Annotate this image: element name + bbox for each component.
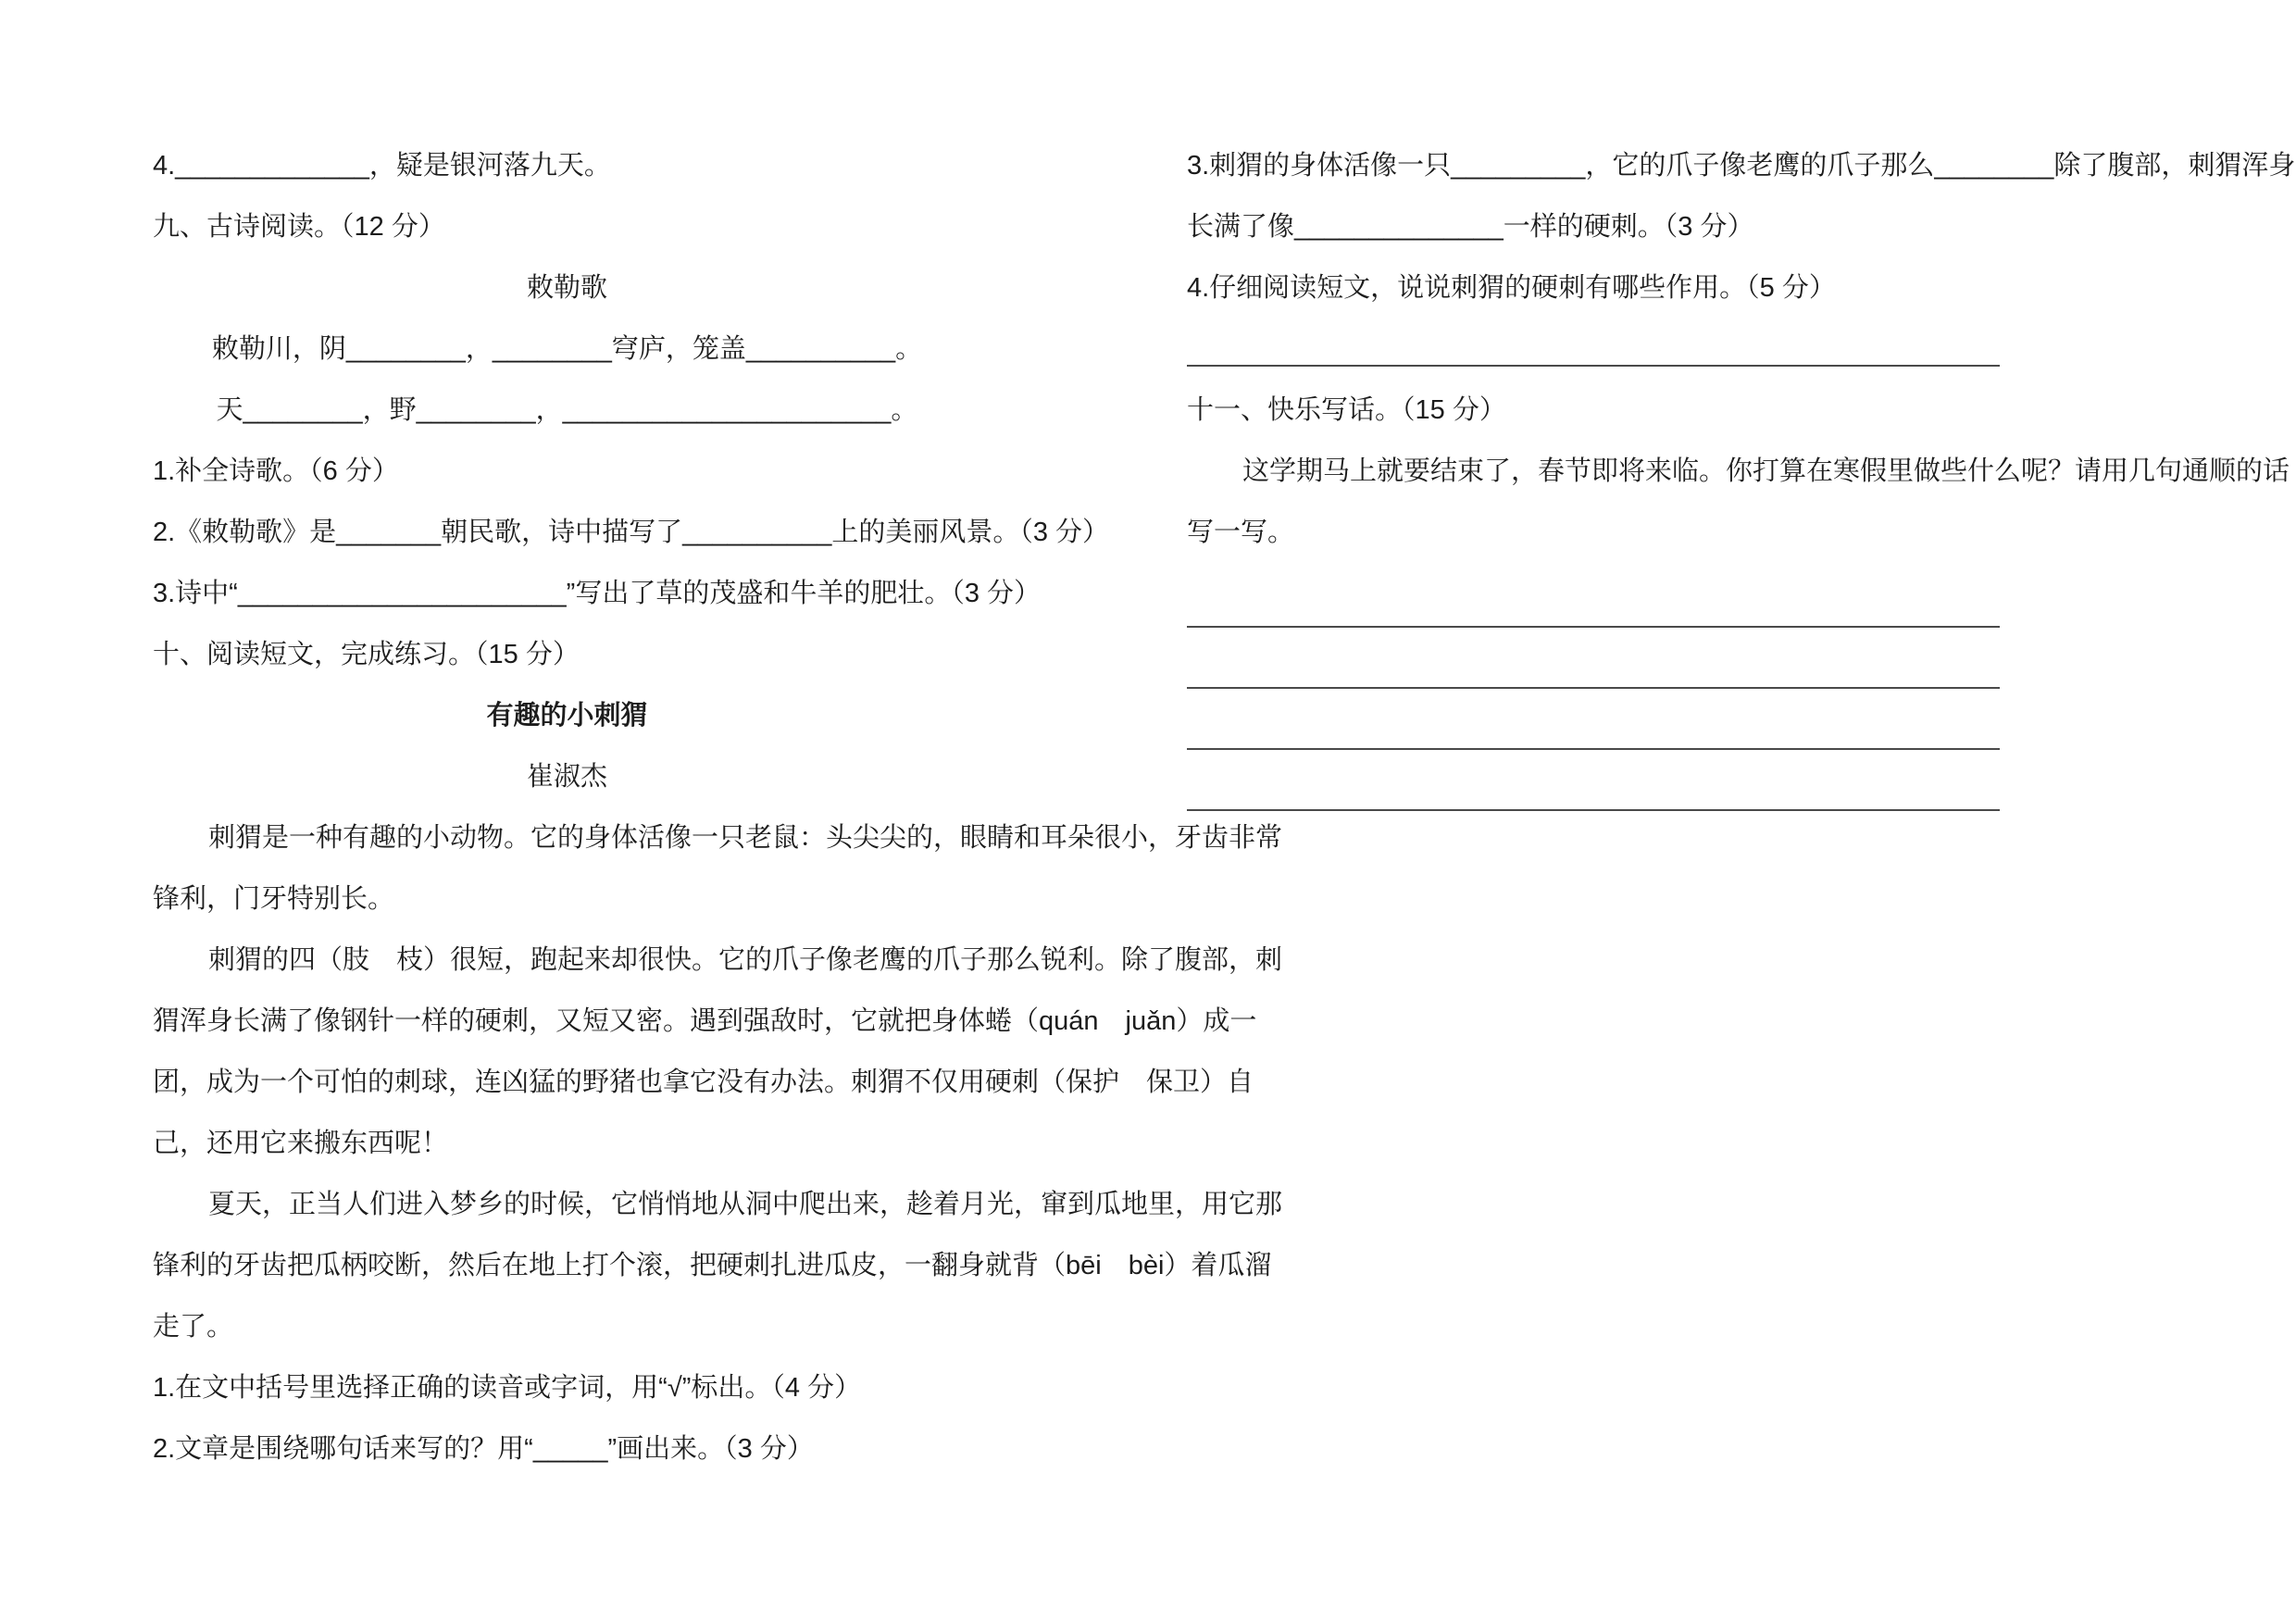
question-9-2: 2.《敕勒歌》是_______朝民歌，诗中描写了__________上的美丽风景。（3 分） [153,518,1110,547]
poem-line-1: 敕勒川，阴________，________穹庐，笼盖__________。 [211,334,923,364]
section-11-heading: 十一、快乐写话。（15 分） [1187,395,1506,425]
question-9-1: 1.补全诗歌。（6 分） [153,456,399,486]
prompt-line1: 这学期马上就要结束了，春节即将来临。你打算在寒假里做些什么呢？请用几句通顺的话 [1242,456,2290,486]
poem-title: 敕勒歌 [526,273,607,303]
question-10-1: 1.在文中括号里选择正确的读音或字词，用“√”标出。（4 分） [153,1373,862,1403]
answer-rule [1187,318,2000,380]
question-10-2: 2.文章是围绕哪句话来写的？用“_____”画出来。（3 分） [153,1434,814,1464]
essay-p1-line1: 刺猬是一种有趣的小动物。它的身体活像一只老鼠：头尖尖的，眼睛和耳朵很小，牙齿非常 [208,823,1283,853]
essay-title: 有趣的小刺猬 [486,701,648,730]
writing-rule-4 [1187,763,2000,824]
essay-p2-line1: 刺猬的四（肢 枝）很短，跑起来却很快。它的爪子像老鹰的爪子那么锐利。除了腹部，刺 [208,945,1283,975]
right-column [1187,135,2296,824]
question-10-3-line1: 3.刺猬的身体活像一只_________，它的爪子像老鹰的爪子那么________除了腹部，刺猬浑身 [1187,151,2296,181]
rule-bar [1187,687,2000,689]
rule-bar [1187,626,2000,628]
poem-line-2: 天________，野________，______________________。 [216,395,918,425]
writing-rule-1 [1187,580,2000,641]
section-9-heading: 九、古诗阅读。（12 分） [153,212,445,242]
section-10-heading: 十、阅读短文，完成练习。（15 分） [153,640,580,669]
essay-p3-line1: 夏天，正当人们进入梦乡的时候，它悄悄地从洞中爬出来，趁着月光，窜到瓜地里，用它那 [208,1190,1283,1219]
rule-bar [1187,809,2000,811]
rule-bar [1187,748,2000,750]
prompt-line2: 写一写。 [1187,518,1295,547]
question-8-4: 4._____________，疑是银河落九天。 [153,151,611,181]
question-9-3: 3.诗中“______________________”写出了草的茂盛和牛羊的肥壮。（3 分） [153,579,1042,608]
essay-p2-line4: 己，还用它来搬东西呢！ [153,1129,449,1158]
rule-bar [1187,365,2000,367]
writing-rule-2 [1187,641,2000,702]
writing-rule-3 [1187,702,2000,763]
essay-author: 崔淑杰 [526,762,607,792]
question-10-4: 4.仔细阅读短文，说说刺猬的硬刺有哪些作用。（5 分） [1187,273,1836,303]
question-10-3-line2: 长满了像______________一样的硬刺。（3 分） [1187,212,1754,242]
essay-p3-line2: 锋利的牙齿把瓜柄咬断，然后在地上打个滚，把硬刺扎进瓜皮，一翻身就背（bēi bèi）着瓜溜 [153,1251,1272,1280]
spacer [1187,563,2000,580]
essay-p1-line2: 锋利，门牙特别长。 [153,884,395,914]
essay-p3-line3: 走了。 [153,1312,234,1342]
essay-p2-line3: 团，成为一个可怕的刺球，连凶猛的野猪也拿它没有办法。刺猬不仅用硬刺（保护 保卫）自 [153,1067,1254,1097]
essay-p2-line2: 猬浑身长满了像钢针一样的硬刺，又短又密。遇到强敌时，它就把身体蜷（quán juǎn）成一 [153,1006,1257,1036]
